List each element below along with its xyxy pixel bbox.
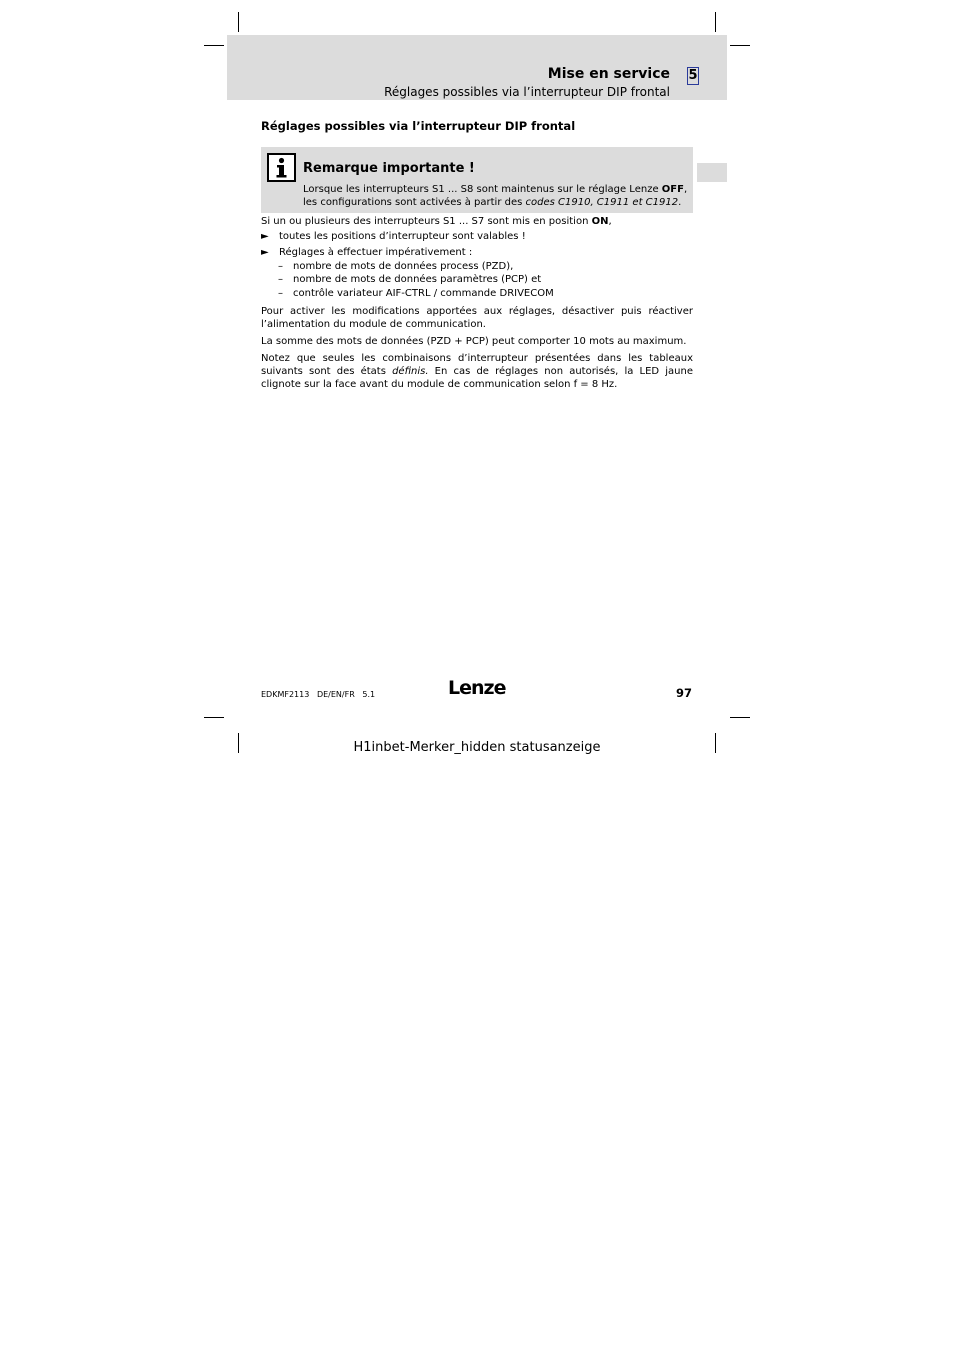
document-code: EDKMF2113 DE/EN/FR 5.1: [261, 690, 376, 699]
note-text: Lorsque les interrupteurs S1 ... S8 sont maintenus sur le réglage Lenze OFF, les configurations sont activées à partir des codes C1910, C1911 et C1912.: [303, 184, 688, 208]
chapter-number: 5: [688, 68, 698, 83]
crop-mark: [238, 12, 239, 32]
page-number: 97: [675, 686, 692, 700]
chapter-title: Mise en service: [547, 66, 670, 82]
chapter-side-tab: [697, 163, 727, 182]
paragraph-combinations: Notez que seules les combinaisons d’interrupteur présentées dans les tableaux suivants sont des états définis. En cas de réglages non autorisés, la LED jaune clignote sur la face avant du module de communication selon f = 8 Hz.: [261, 353, 694, 390]
intro-paragraph: Si un ou plusieurs des interrupteurs S1 ... S7 sont mis en position ON,: [261, 216, 612, 227]
crop-mark: [204, 45, 224, 46]
hidden-marker-text: H1inbet-Merker_hidden statusanzeige: [353, 740, 601, 755]
crop-mark: [730, 717, 750, 718]
paragraph-sum: La somme des mots de données (PZD + PCP) peut comporter 10 mots au maximum.: [261, 336, 687, 347]
bullet-arrow-icon: ►: [261, 231, 269, 242]
crop-mark: [730, 45, 750, 46]
bullet-arrow-icon: ►: [261, 247, 269, 258]
chapter-subtitle: Réglages possibles via l’interrupteur DIP frontal: [384, 85, 670, 99]
paragraph-activation: Pour activer les modifications apportées aux réglages, désactiver puis réactiver l’alimentation du module de communication.: [261, 306, 693, 330]
lenze-logo: Lenze: [448, 677, 506, 699]
crop-mark: [204, 717, 224, 718]
section-title: Réglages possibles via l’interrupteur DIP frontal: [261, 119, 576, 133]
info-icon: [267, 153, 296, 182]
note-title: Remarque importante !: [303, 161, 475, 176]
crop-mark: [715, 12, 716, 32]
